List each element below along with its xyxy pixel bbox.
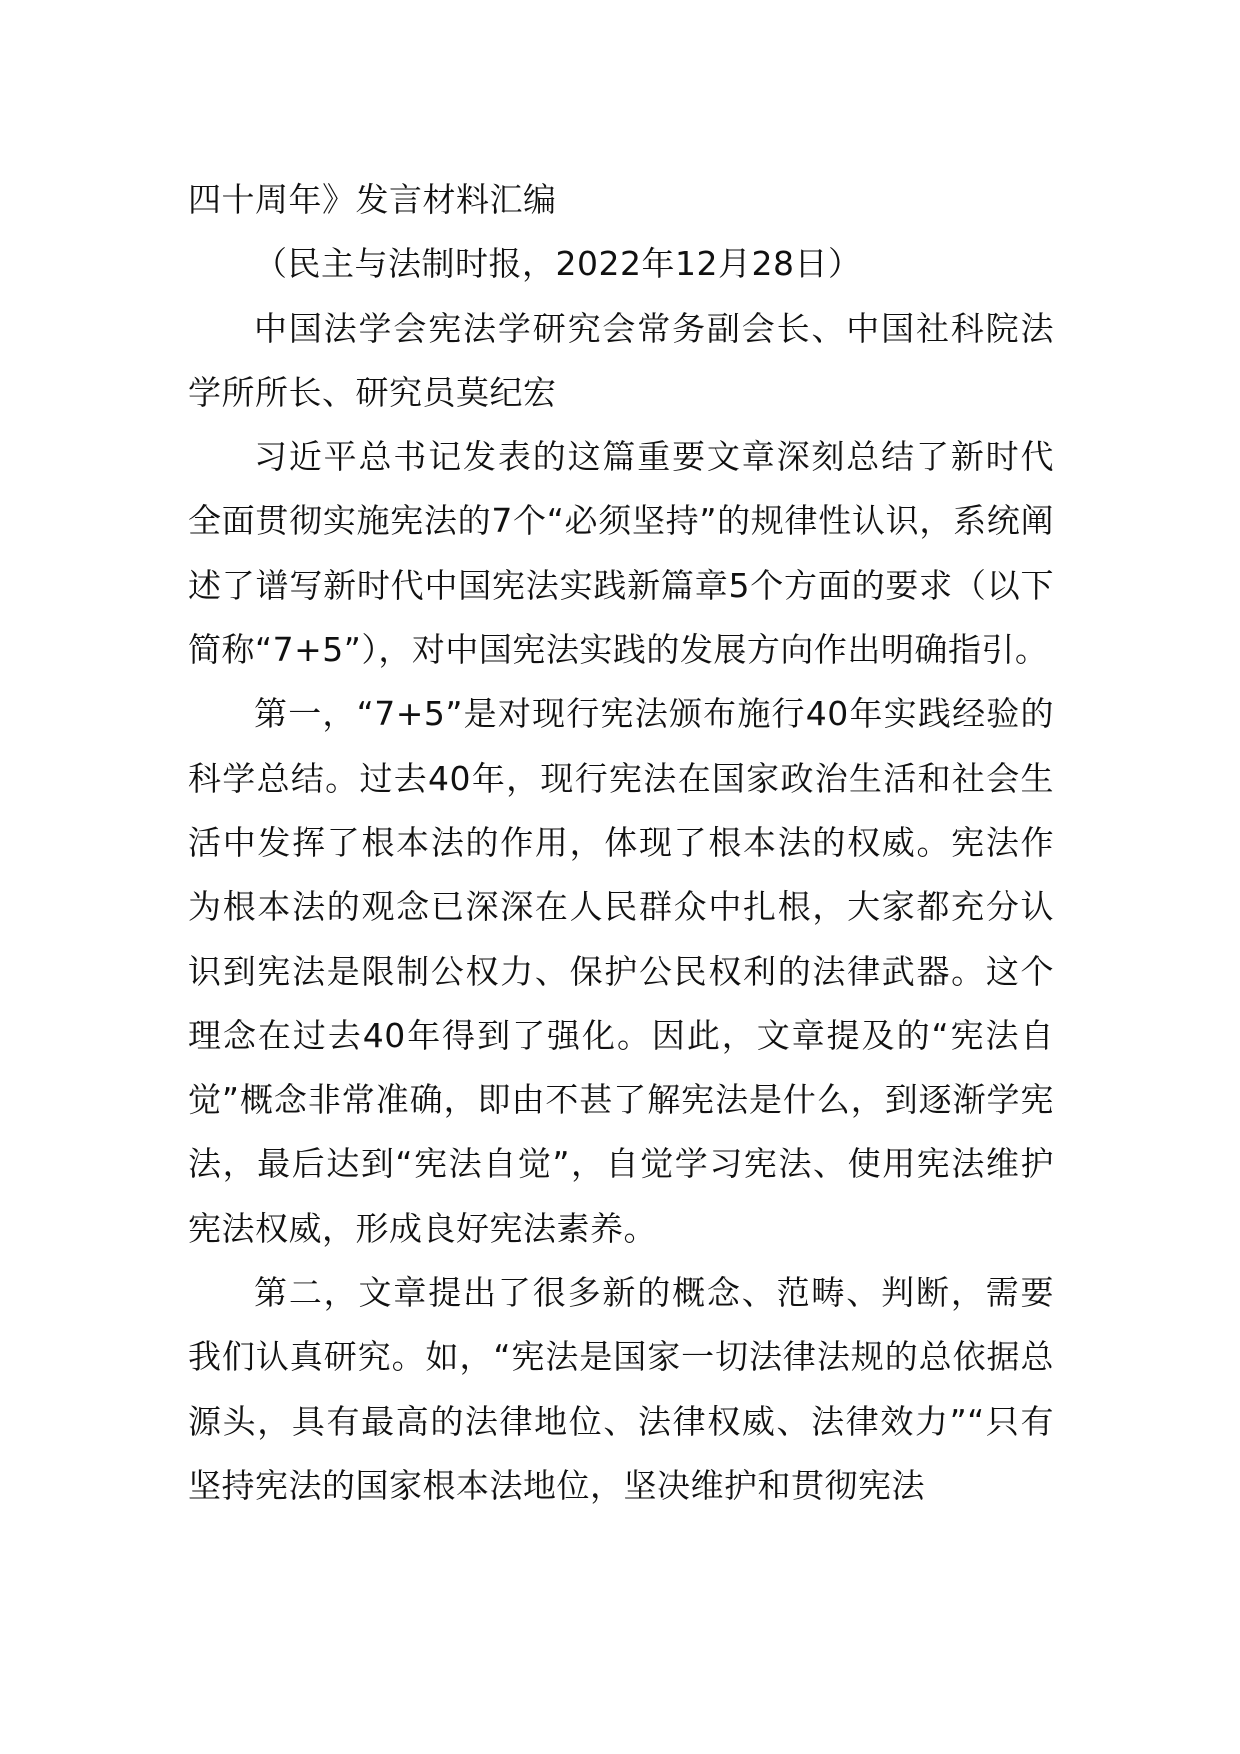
- body-paragraph: 习近平总书记发表的这篇重要文章深刻总结了新时代全面贯彻实施宪法的7个“必须坚持”的规律性认识，系统阐述了谱写新时代中国宪法实践新篇章5个方面的要求（以下简称“7+5”），对中国宪法实践的发展方向作出明确指引。: [188, 437, 1054, 670]
- speaker-line: 中国法学会宪法学研究会常务副会长、中国社科院法学所所长、研究员莫纪宏: [188, 308, 1054, 412]
- body-paragraph: 第一，“7+5”是对现行宪法颁布施行40年实践经验的科学总结。过去40年，现行宪法在国家政治生活和社会生活中发挥了根本法的作用，体现了根本法的权威。宪法作为根本法的观念已深深在人民群众中扎根，大家都充分认识到宪法是限制公权力、保护公民权利的法律武器。这个理念在过去40年得到了强化。因此，文章提及的“宪法自觉”概念非常准确，即由不甚了解宪法是什么，到逐渐学宪法，最后达到“宪法自觉”，自觉学习宪法、使用宪法维护宪法权威，形成良好宪法素养。: [188, 694, 1054, 1248]
- document-body: [188, 168, 1054, 1518]
- source-line: （民主与法制时报，2022年12月28日）: [254, 244, 862, 284]
- body-paragraph: 第二，文章提出了很多新的概念、范畴、判断，需要我们认真研究。如，“宪法是国家一切法律法规的总依据总源头，具有最高的法律地位、法律权威、法律效力”“只有坚持宪法的国家根本法地位，坚决维护和贯彻宪法: [188, 1273, 1054, 1505]
- title-continuation: 四十周年》发言材料汇编: [188, 180, 557, 219]
